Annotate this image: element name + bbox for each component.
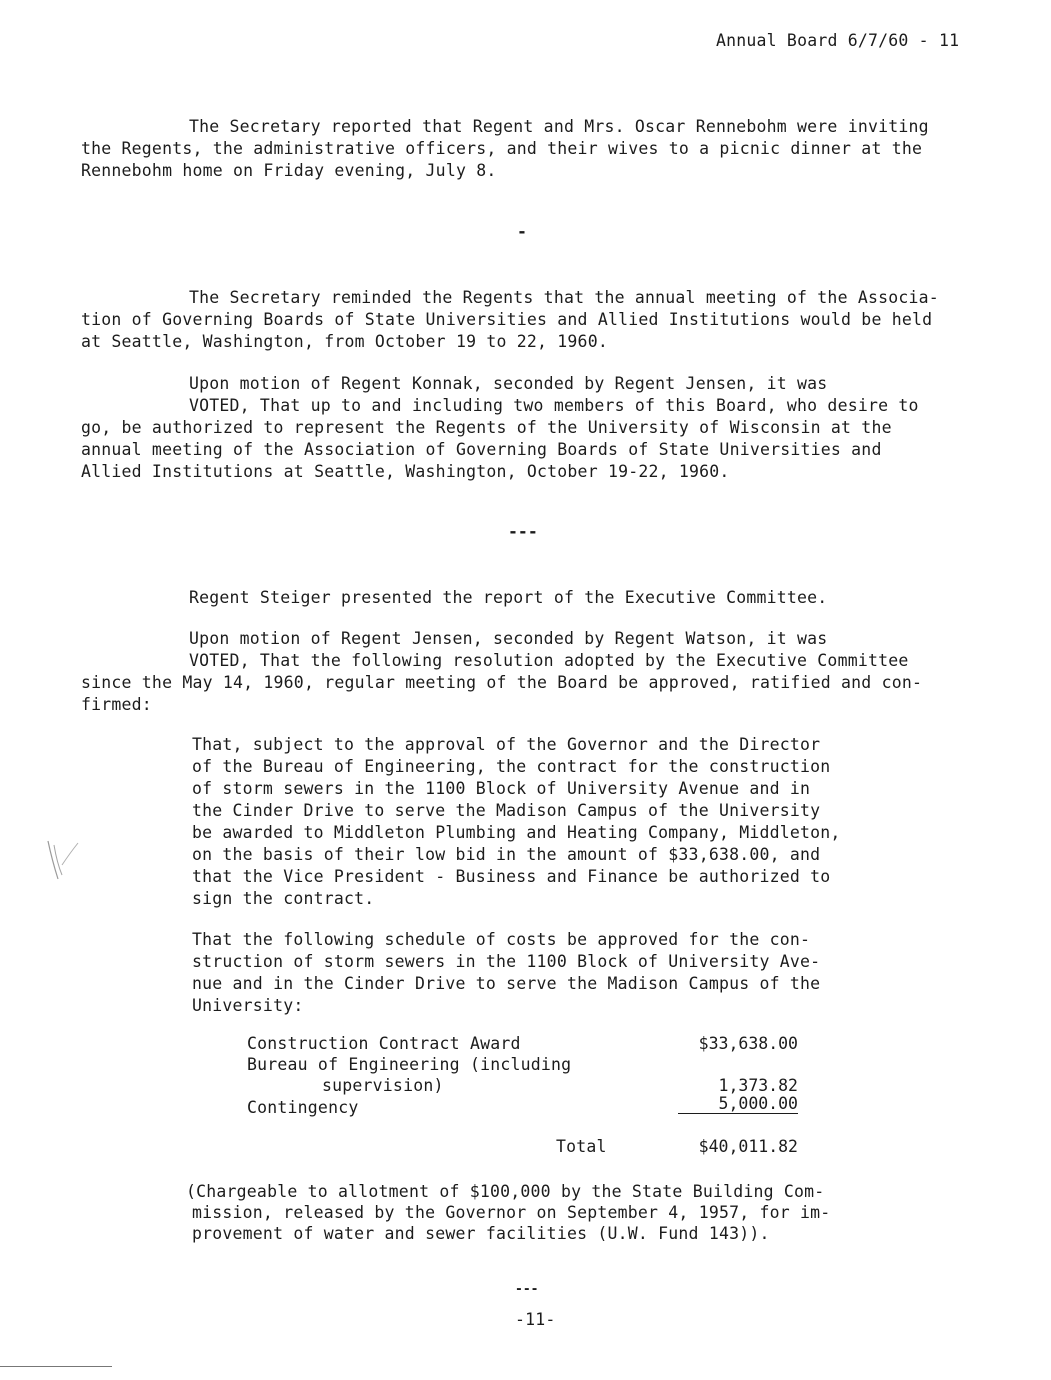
- association-paragraph-line: tion of Governing Boards of State Universities and Allied Institutions would be held: [81, 310, 933, 329]
- chargeable-note-line: provement of water and sewer facilities (U.W. Fund 143)).: [192, 1224, 770, 1243]
- motion-konnak-line: go, be authorized to represent the Regents of the University of Wisconsin at the: [81, 418, 892, 437]
- resolution-schedule-line: That the following schedule of costs be approved for the con-: [192, 930, 811, 949]
- resolution-contract-line: be awarded to Middleton Plumbing and Heating Company, Middleton,: [192, 823, 841, 842]
- page-number: -11-: [515, 1310, 556, 1329]
- picnic-paragraph-line: the Regents, the administrative officers, and their wives to a picnic dinner at the: [81, 139, 923, 158]
- cost-total-amount: $40,011.82: [698, 1137, 798, 1156]
- cost-row-amount: 5,000.00: [678, 1095, 798, 1114]
- resolution-schedule-line: nue and in the Cinder Drive to serve the Madison Campus of the: [192, 974, 821, 993]
- chargeable-note-line: mission, released by the Governor on September 4, 1957, for im-: [192, 1203, 831, 1222]
- association-paragraph-line: The Secretary reminded the Regents that the annual meeting of the Associa-: [189, 288, 939, 307]
- resolution-contract-line: of storm sewers in the 1100 Block of University Avenue and in: [192, 779, 811, 798]
- motion-konnak-line: Upon motion of Regent Konnak, seconded by Regent Jensen, it was: [189, 374, 828, 393]
- cost-row-label: Contingency: [247, 1098, 359, 1117]
- steiger-paragraph-line: Regent Steiger presented the report of the Executive Committee.: [189, 588, 828, 607]
- resolution-contract-line: the Cinder Drive to serve the Madison Campus of the University: [192, 801, 821, 820]
- motion-konnak-line: Allied Institutions at Seattle, Washington, October 19-22, 1960.: [81, 462, 730, 481]
- resolution-contract-line: sign the contract.: [192, 889, 375, 908]
- bottom-rule: [0, 1366, 112, 1367]
- motion-jensen-line: VOTED, That the following resolution adopted by the Executive Committee: [189, 651, 909, 670]
- association-paragraph-line: at Seattle, Washington, from October 19 to 22, 1960.: [81, 332, 608, 351]
- motion-konnak-line: VOTED, That up to and including two members of this Board, who desire to: [189, 396, 919, 415]
- section-separator: ---: [508, 522, 538, 541]
- cost-row-amount: 1,373.82: [718, 1076, 798, 1095]
- running-head: Annual Board 6/7/60 - 11: [716, 31, 960, 50]
- motion-jensen-line: since the May 14, 1960, regular meeting of the Board be approved, ratified and con-: [81, 673, 923, 692]
- margin-check-mark: [42, 835, 82, 885]
- motion-jensen-line: firmed:: [81, 695, 152, 714]
- picnic-paragraph-line: Rennebohm home on Friday evening, July 8.: [81, 161, 497, 180]
- cost-row-label: supervision): [322, 1076, 444, 1095]
- cost-total-label: Total: [556, 1137, 607, 1156]
- cost-row-amount: $33,638.00: [698, 1034, 798, 1053]
- resolution-contract-line: on the basis of their low bid in the amount of $33,638.00, and: [192, 845, 821, 864]
- picnic-paragraph-line: The Secretary reported that Regent and Mrs. Oscar Rennebohm were inviting: [189, 117, 929, 136]
- section-separator: ---: [515, 1282, 539, 1297]
- resolution-contract-line: That, subject to the approval of the Governor and the Director: [192, 735, 821, 754]
- cost-row-label: Construction Contract Award: [247, 1034, 521, 1053]
- resolution-schedule-line: struction of storm sewers in the 1100 Block of University Ave-: [192, 952, 821, 971]
- motion-jensen-line: Upon motion of Regent Jensen, seconded by Regent Watson, it was: [189, 629, 828, 648]
- resolution-schedule-line: University:: [192, 996, 304, 1015]
- cost-row-label: Bureau of Engineering (including: [247, 1055, 572, 1074]
- motion-konnak-line: annual meeting of the Association of Governing Boards of State Universities and: [81, 440, 882, 459]
- section-separator: -: [517, 222, 527, 241]
- resolution-contract-line: that the Vice President - Business and Finance be authorized to: [192, 867, 831, 886]
- chargeable-note-line: (Chargeable to allotment of $100,000 by the State Building Com-: [186, 1182, 825, 1201]
- resolution-contract-line: of the Bureau of Engineering, the contract for the construction: [192, 757, 831, 776]
